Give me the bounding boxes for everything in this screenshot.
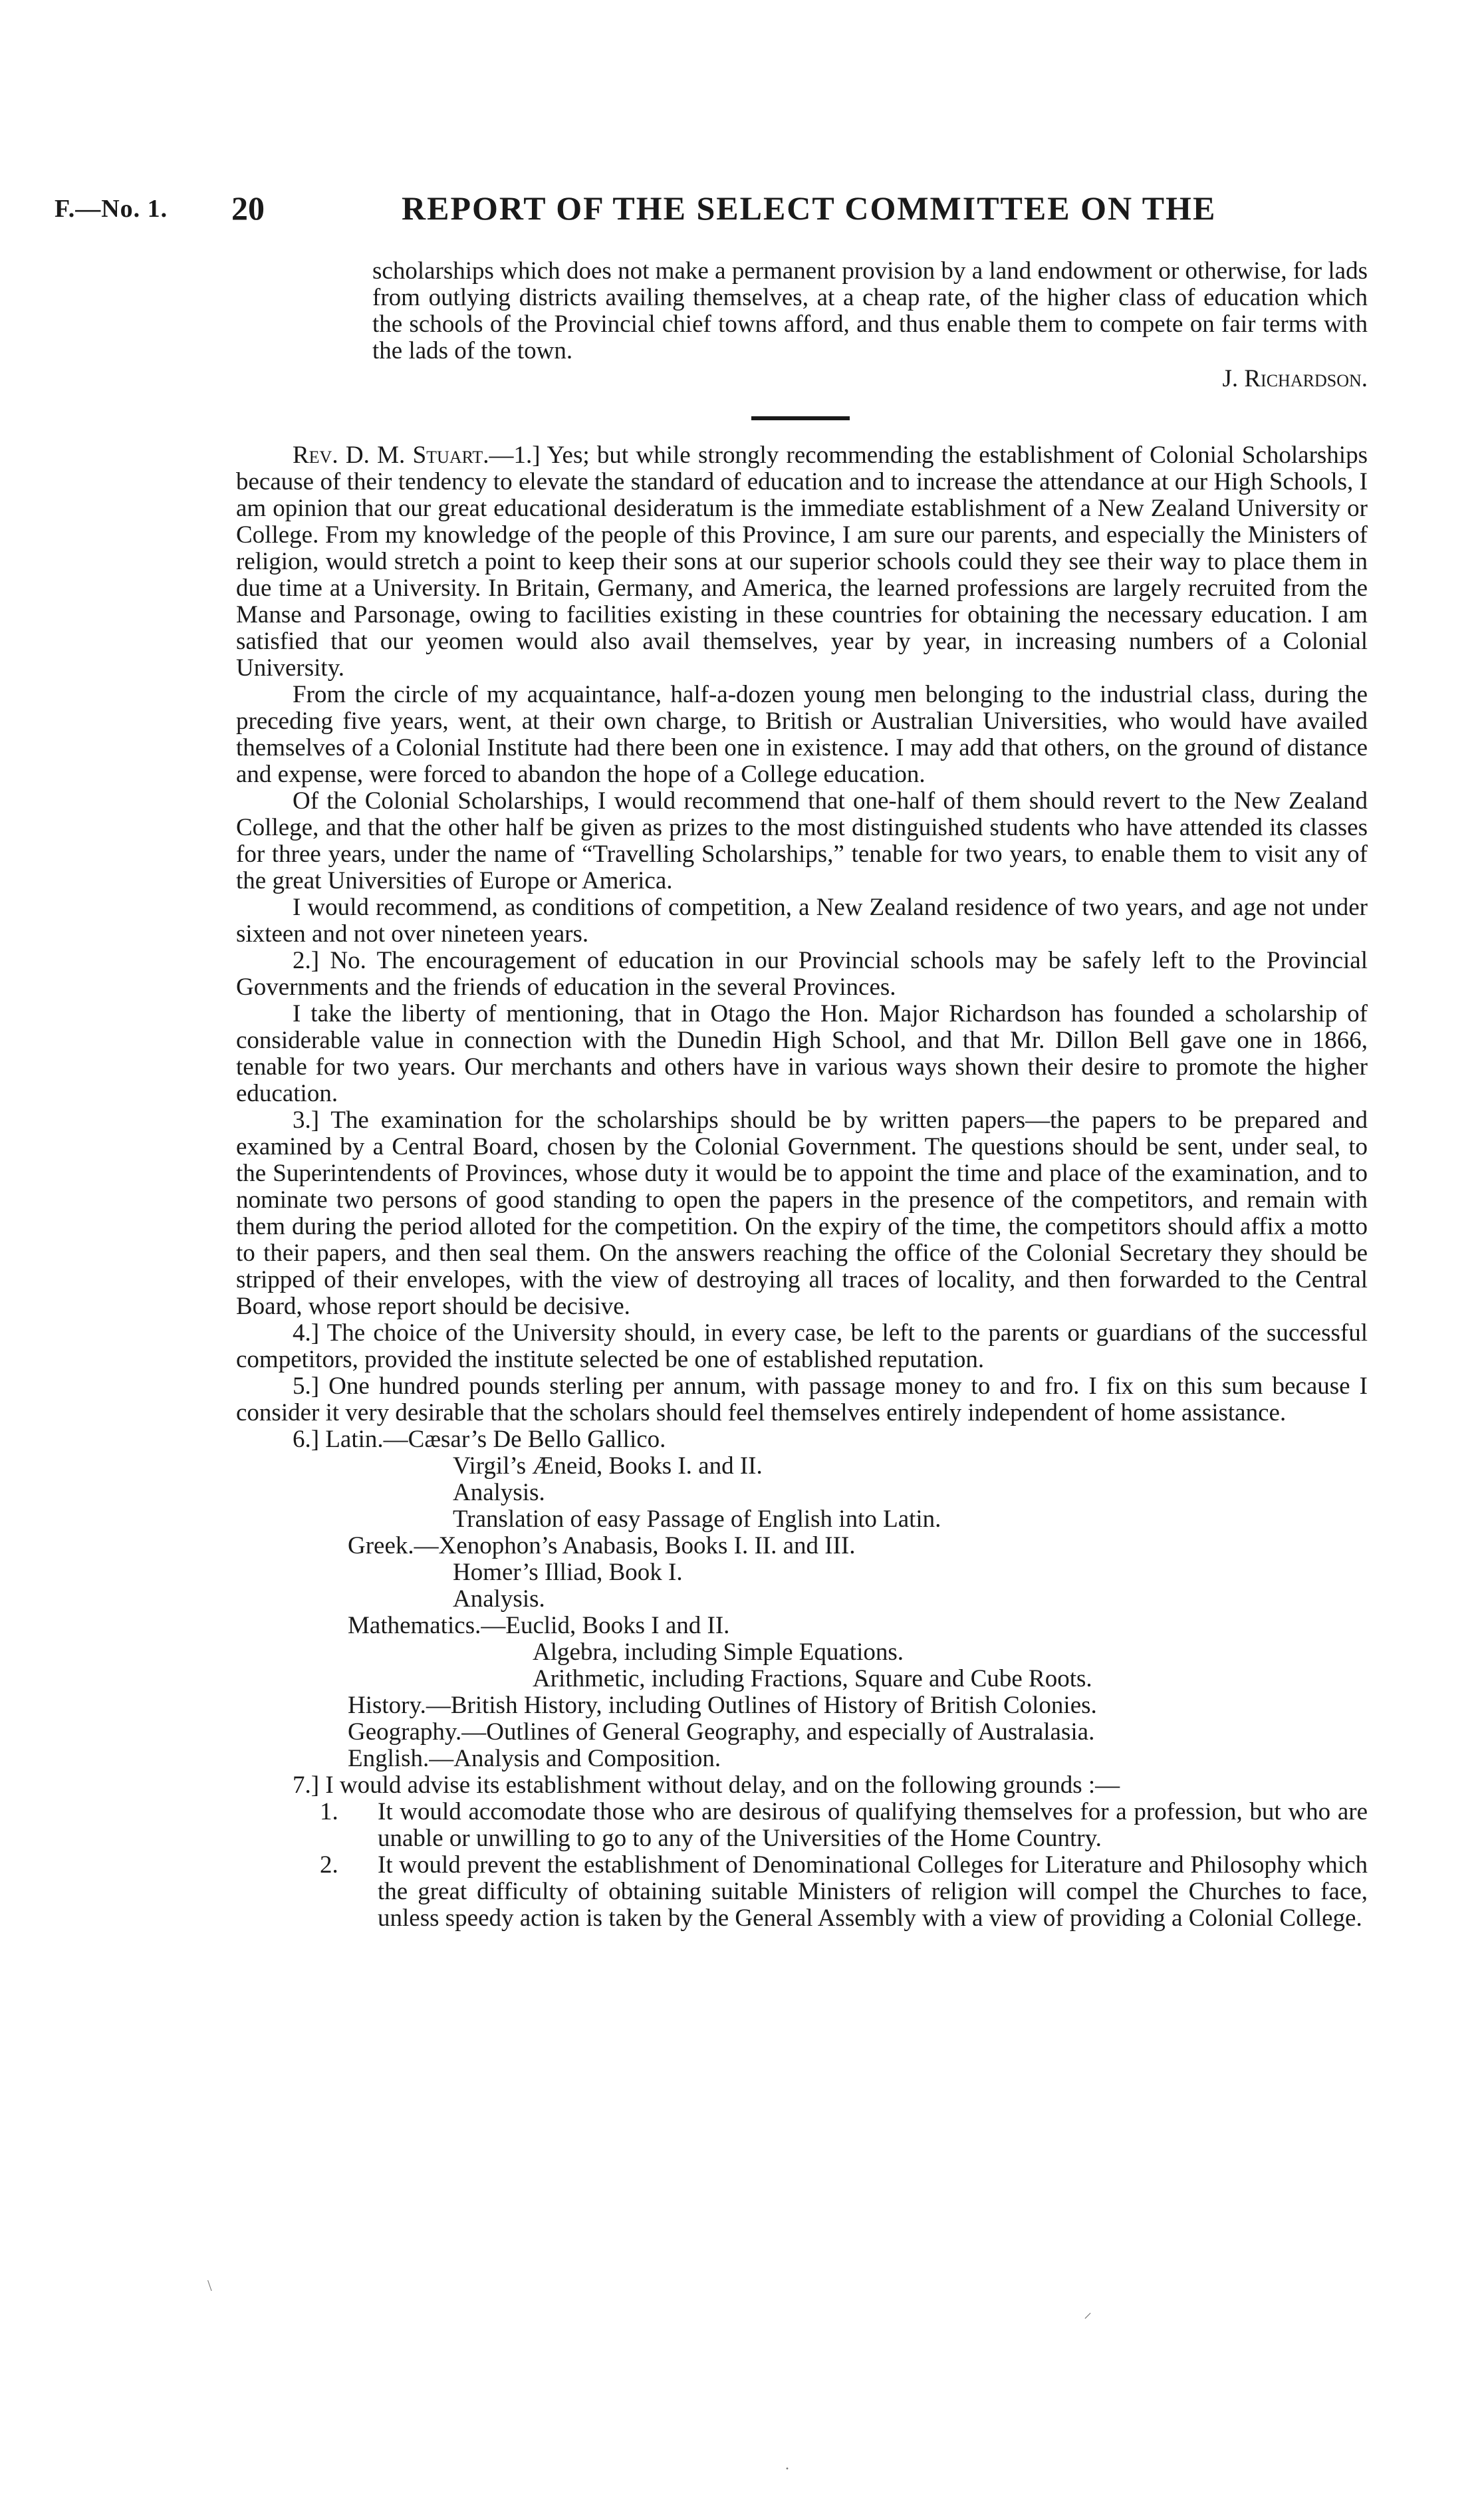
syllabus-english: English.—Analysis and Composition. — [348, 1745, 721, 1772]
stuart-response — [236, 442, 1368, 1932]
grounds-section — [236, 1772, 1368, 1932]
syllabus-item: Algebra, including Simple Equations. — [533, 1639, 904, 1666]
scan-speck: ⸝ — [1084, 2304, 1092, 2321]
paragraph: I take the liberty of mentioning, that in Otago the Hon. Major Richardson has founded a scholarship of considerable value in connection with the Dunedin High School, and that Mr. Dillon Bell gave one in 1866, tenable for two years. Our merchants and others have in various ways shown their desire to promote the higher education. — [236, 1000, 1368, 1107]
ground-text: It would accomodate those who are desirous of qualifying themselves for a profession, but who are unable or unwilling to go to any of the Universities of the Home Country. — [378, 1798, 1368, 1852]
page-number: 20 — [231, 190, 265, 227]
section-divider — [751, 416, 850, 420]
syllabus-mathematics: Mathematics.—Euclid, Books I and II. — [348, 1612, 730, 1639]
intro-paragraph — [372, 258, 1368, 392]
ground-text: It would prevent the establishment of Denominational Colleges for Literature and Philosophy which the great difficulty of obtaining suitable Ministers of religion will compel the Churches to face, unless speedy action is taken by the General Assembly with a view of providing a Colonial College. — [378, 1851, 1368, 1932]
syllabus-item: Homer’s Illiad, Book I. — [453, 1559, 683, 1586]
paragraph: 4.] The choice of the University should, in every case, be left to the parents or guardians of the successful competitors, provided the institute selected be one of established reputation. — [236, 1319, 1368, 1373]
syllabus-geography: Geography.—Outlines of General Geography, and especially of Australasia. — [348, 1718, 1095, 1746]
series-number: F.—No. 1. — [55, 195, 168, 223]
speaker-name: Rev. D. M. Stuart. — [293, 442, 489, 469]
grounds-intro: 7.] I would advise its establishment without delay, and on the following grounds :— — [293, 1772, 1120, 1799]
page-header — [0, 188, 1484, 227]
paragraph: From the circle of my acquaintance, half-a-dozen young men belonging to the industrial class, during the preceding five years, went, at their own charge, to British or Australian Universities, who would have availed themselves of a Colonial Institute had there been one in existence. I may add that others, on the ground of distance and expense, were forced to abandon the hope of a College education. — [236, 681, 1368, 788]
syllabus-item: Arithmetic, including Fractions, Square and Cube Roots. — [533, 1665, 1092, 1692]
ground-item — [236, 1852, 1368, 1932]
syllabus-item: Virgil’s Æneid, Books I. and II. — [453, 1452, 763, 1480]
syllabus-latin: 6.] Latin.—Cæsar’s De Bello Gallico. — [293, 1426, 666, 1453]
signature: J. Richardson. — [1222, 365, 1368, 392]
ground-number: 1. — [320, 1798, 338, 1825]
running-title: REPORT OF THE SELECT COMMITTEE ON THE — [402, 190, 1217, 227]
syllabus-list — [236, 1426, 1368, 1772]
paragraph: 3.] The examination for the scholarships should be by written papers—the papers to be prepared and examined by a Central Board, chosen by the Colonial Government. The questions should be sent, under seal, to the Superintendents of Provinces, whose duty it would be to appoint the time and place of the examination, and to nominate two persons of good standing to open the papers in the presence of the competitors, and remain with them during the period alloted for the competition. On the expiry of the time, the competitors should affix a motto to their papers, and then seal them. On the answers reaching the office of the Colonial Secretary they should be stripped of their envelopes, with the view of destroying all traces of locality, and then forwarded to the Central Board, whose report should be decisive. — [236, 1107, 1368, 1320]
paragraph: 2.] No. The encouragement of education in our Provincial schools may be safely left to the Provincial Governments and the friends of education in the several Provinces. — [236, 947, 1368, 1001]
syllabus-item: Translation of easy Passage of English into Latin. — [453, 1506, 941, 1533]
scan-speck: · — [785, 2460, 790, 2478]
syllabus-item: Analysis. — [453, 1479, 545, 1506]
syllabus-greek: Greek.—Xenophon’s Anabasis, Books I. II. and III. — [348, 1532, 856, 1559]
opening-paragraph — [236, 442, 1368, 682]
scan-speck: \ — [207, 2278, 212, 2295]
syllabus-history: History.—British History, including Outlines of History of British Colonies. — [348, 1692, 1097, 1719]
opening-text: —1.] Yes; but while strongly recommending the establishment of Colonial Scholarships because of their tendency to elevate the standard of education and to increase the attendance at our High Schools, I am opinion that our great educational desideratum is the immediate establishment of a New Zealand University or College. From my knowledge of the people of this Province, I am sure our parents, and especially the Ministers of religion, would stretch a point to keep their sons at our superior schools could they see their way to place them in due time at a University. In Britain, Germany, and America, the learned professions are largely recruited from the Manse and Parsonage, owing to facilities existing in these countries for obtaining the necessary education. I am satisfied that our yeomen would also avail themselves, year by year, in increasing numbers of a Colonial University. — [236, 442, 1368, 682]
paragraph: I would recommend, as conditions of competition, a New Zealand residence of two years, and age not under sixteen and not over nineteen years. — [236, 894, 1368, 948]
paragraph: Of the Colonial Scholarships, I would recommend that one-half of them should revert to the New Zealand College, and that the other half be given as prizes to the most distinguished students who have attended its classes for three years, under the name of “Travelling Scholarships,” tenable for two years, to enable them to visit any of the great Universities of Europe or America. — [236, 787, 1368, 894]
paragraph: 5.] One hundred pounds sterling per annum, with passage money to and fro. I fix on this sum because I consider it very desirable that the scholars should feel themselves entirely independent of home assistance. — [236, 1373, 1368, 1426]
syllabus-item: Analysis. — [453, 1585, 545, 1613]
ground-number: 2. — [320, 1851, 338, 1879]
intro-text: scholarships which does not make a permanent provision by a land endowment or otherwise, for lads from outlying districts availing themselves, at a cheap rate, of the higher class of education which the schools of the Provincial chief towns afford, and thus enable them to compete on fair terms with the lads of the town. — [372, 257, 1368, 364]
ground-item — [236, 1799, 1368, 1852]
